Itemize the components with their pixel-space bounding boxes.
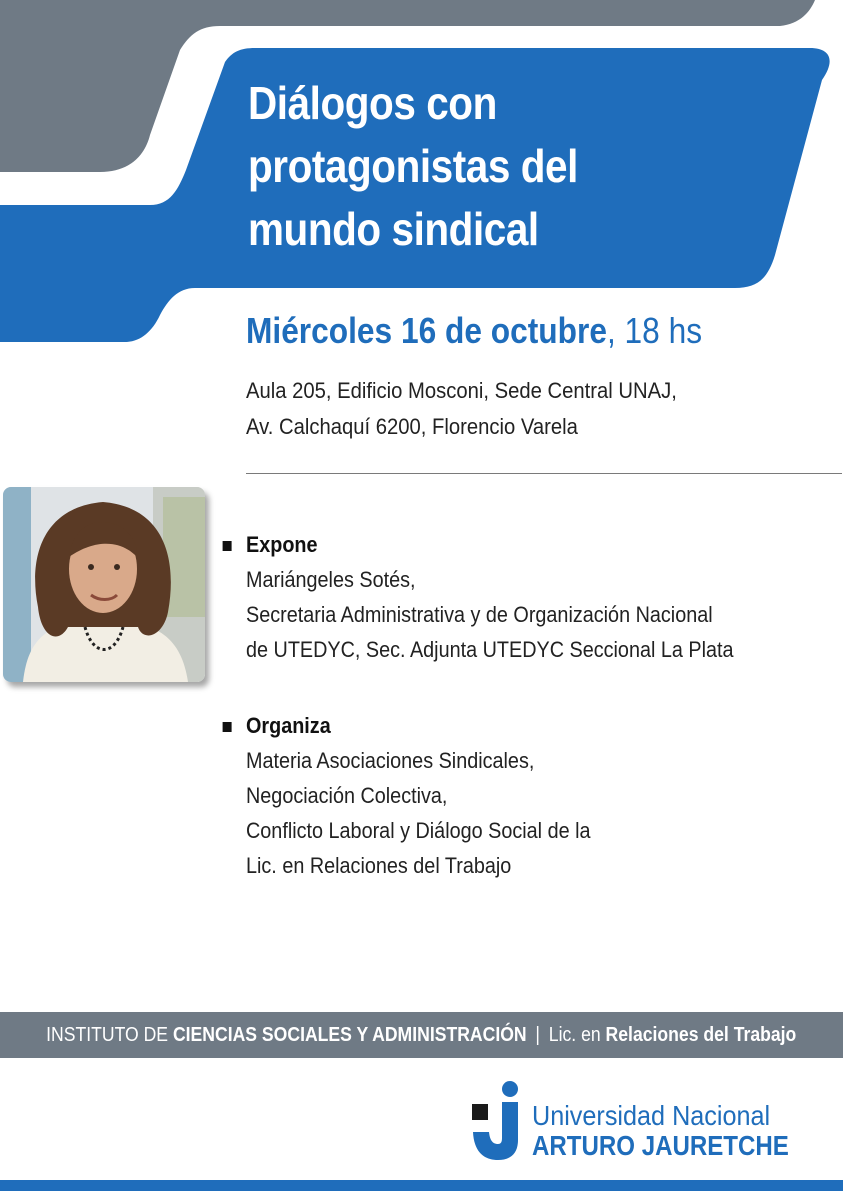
organizer-line-4: Lic. en Relaciones del Trabajo xyxy=(246,853,512,878)
institute-prefix: INSTITUTO DE xyxy=(46,1023,174,1046)
divider xyxy=(246,473,842,474)
speaker-name: Mariángeles Sotés, xyxy=(246,567,416,592)
organizer-heading xyxy=(246,709,591,743)
career-name: Relaciones del Trabajo xyxy=(605,1023,797,1046)
title-line-3: mundo sindical xyxy=(248,203,539,255)
footer-separator: | xyxy=(535,1023,541,1046)
organizer-line-2: Negociación Colectiva, xyxy=(246,783,448,808)
institute-name: CIENCIAS SOCIALES Y ADMINISTRACIÓN xyxy=(173,1023,527,1046)
organizer-line-1: Materia Asociaciones Sindicales, xyxy=(246,748,535,773)
venue-line-1: Aula 205, Edificio Mosconi, Sede Central UNAJ, xyxy=(246,378,677,403)
event-date xyxy=(246,310,702,352)
career-prefix: Lic. en xyxy=(549,1023,606,1046)
event-date-day: Miércoles 16 de octubre xyxy=(246,310,607,351)
speaker-heading-label: Expone xyxy=(246,532,318,557)
speaker-role-line-2: de UTEDYC, Sec. Adjunta UTEDYC Seccional La Plata xyxy=(246,637,734,662)
organizer-line-3: Conflicto Laboral y Diálogo Social de la xyxy=(246,818,591,843)
organizer-heading-label: Organiza xyxy=(246,713,331,738)
event-venue xyxy=(246,373,677,445)
institute-footer-text xyxy=(46,1024,796,1047)
logo-university-name: Universidad Nacional xyxy=(532,1100,771,1131)
venue-line-2: Av. Calchaquí 6200, Florencio Varela xyxy=(246,414,578,439)
title-line-2: protagonistas del xyxy=(248,140,578,192)
speaker-heading xyxy=(246,528,734,562)
organizer-section xyxy=(246,709,591,883)
square-bullet-icon xyxy=(223,722,232,732)
logo-university-brand: ARTURO JAURETCHE xyxy=(532,1130,789,1161)
institute-footer xyxy=(0,1012,843,1058)
university-logo xyxy=(470,1080,810,1162)
university-logo-icon xyxy=(470,1080,526,1162)
square-bullet-icon xyxy=(223,541,232,551)
speaker-section xyxy=(246,528,734,667)
event-title xyxy=(248,72,741,261)
title-line-1: Diálogos con xyxy=(248,77,497,129)
bottom-accent-bar xyxy=(0,1180,843,1191)
speaker-role-line-1: Secretaria Administrativa y de Organización Nacional xyxy=(246,602,713,627)
speaker-photo xyxy=(3,487,205,682)
event-time: , 18 hs xyxy=(606,310,703,351)
